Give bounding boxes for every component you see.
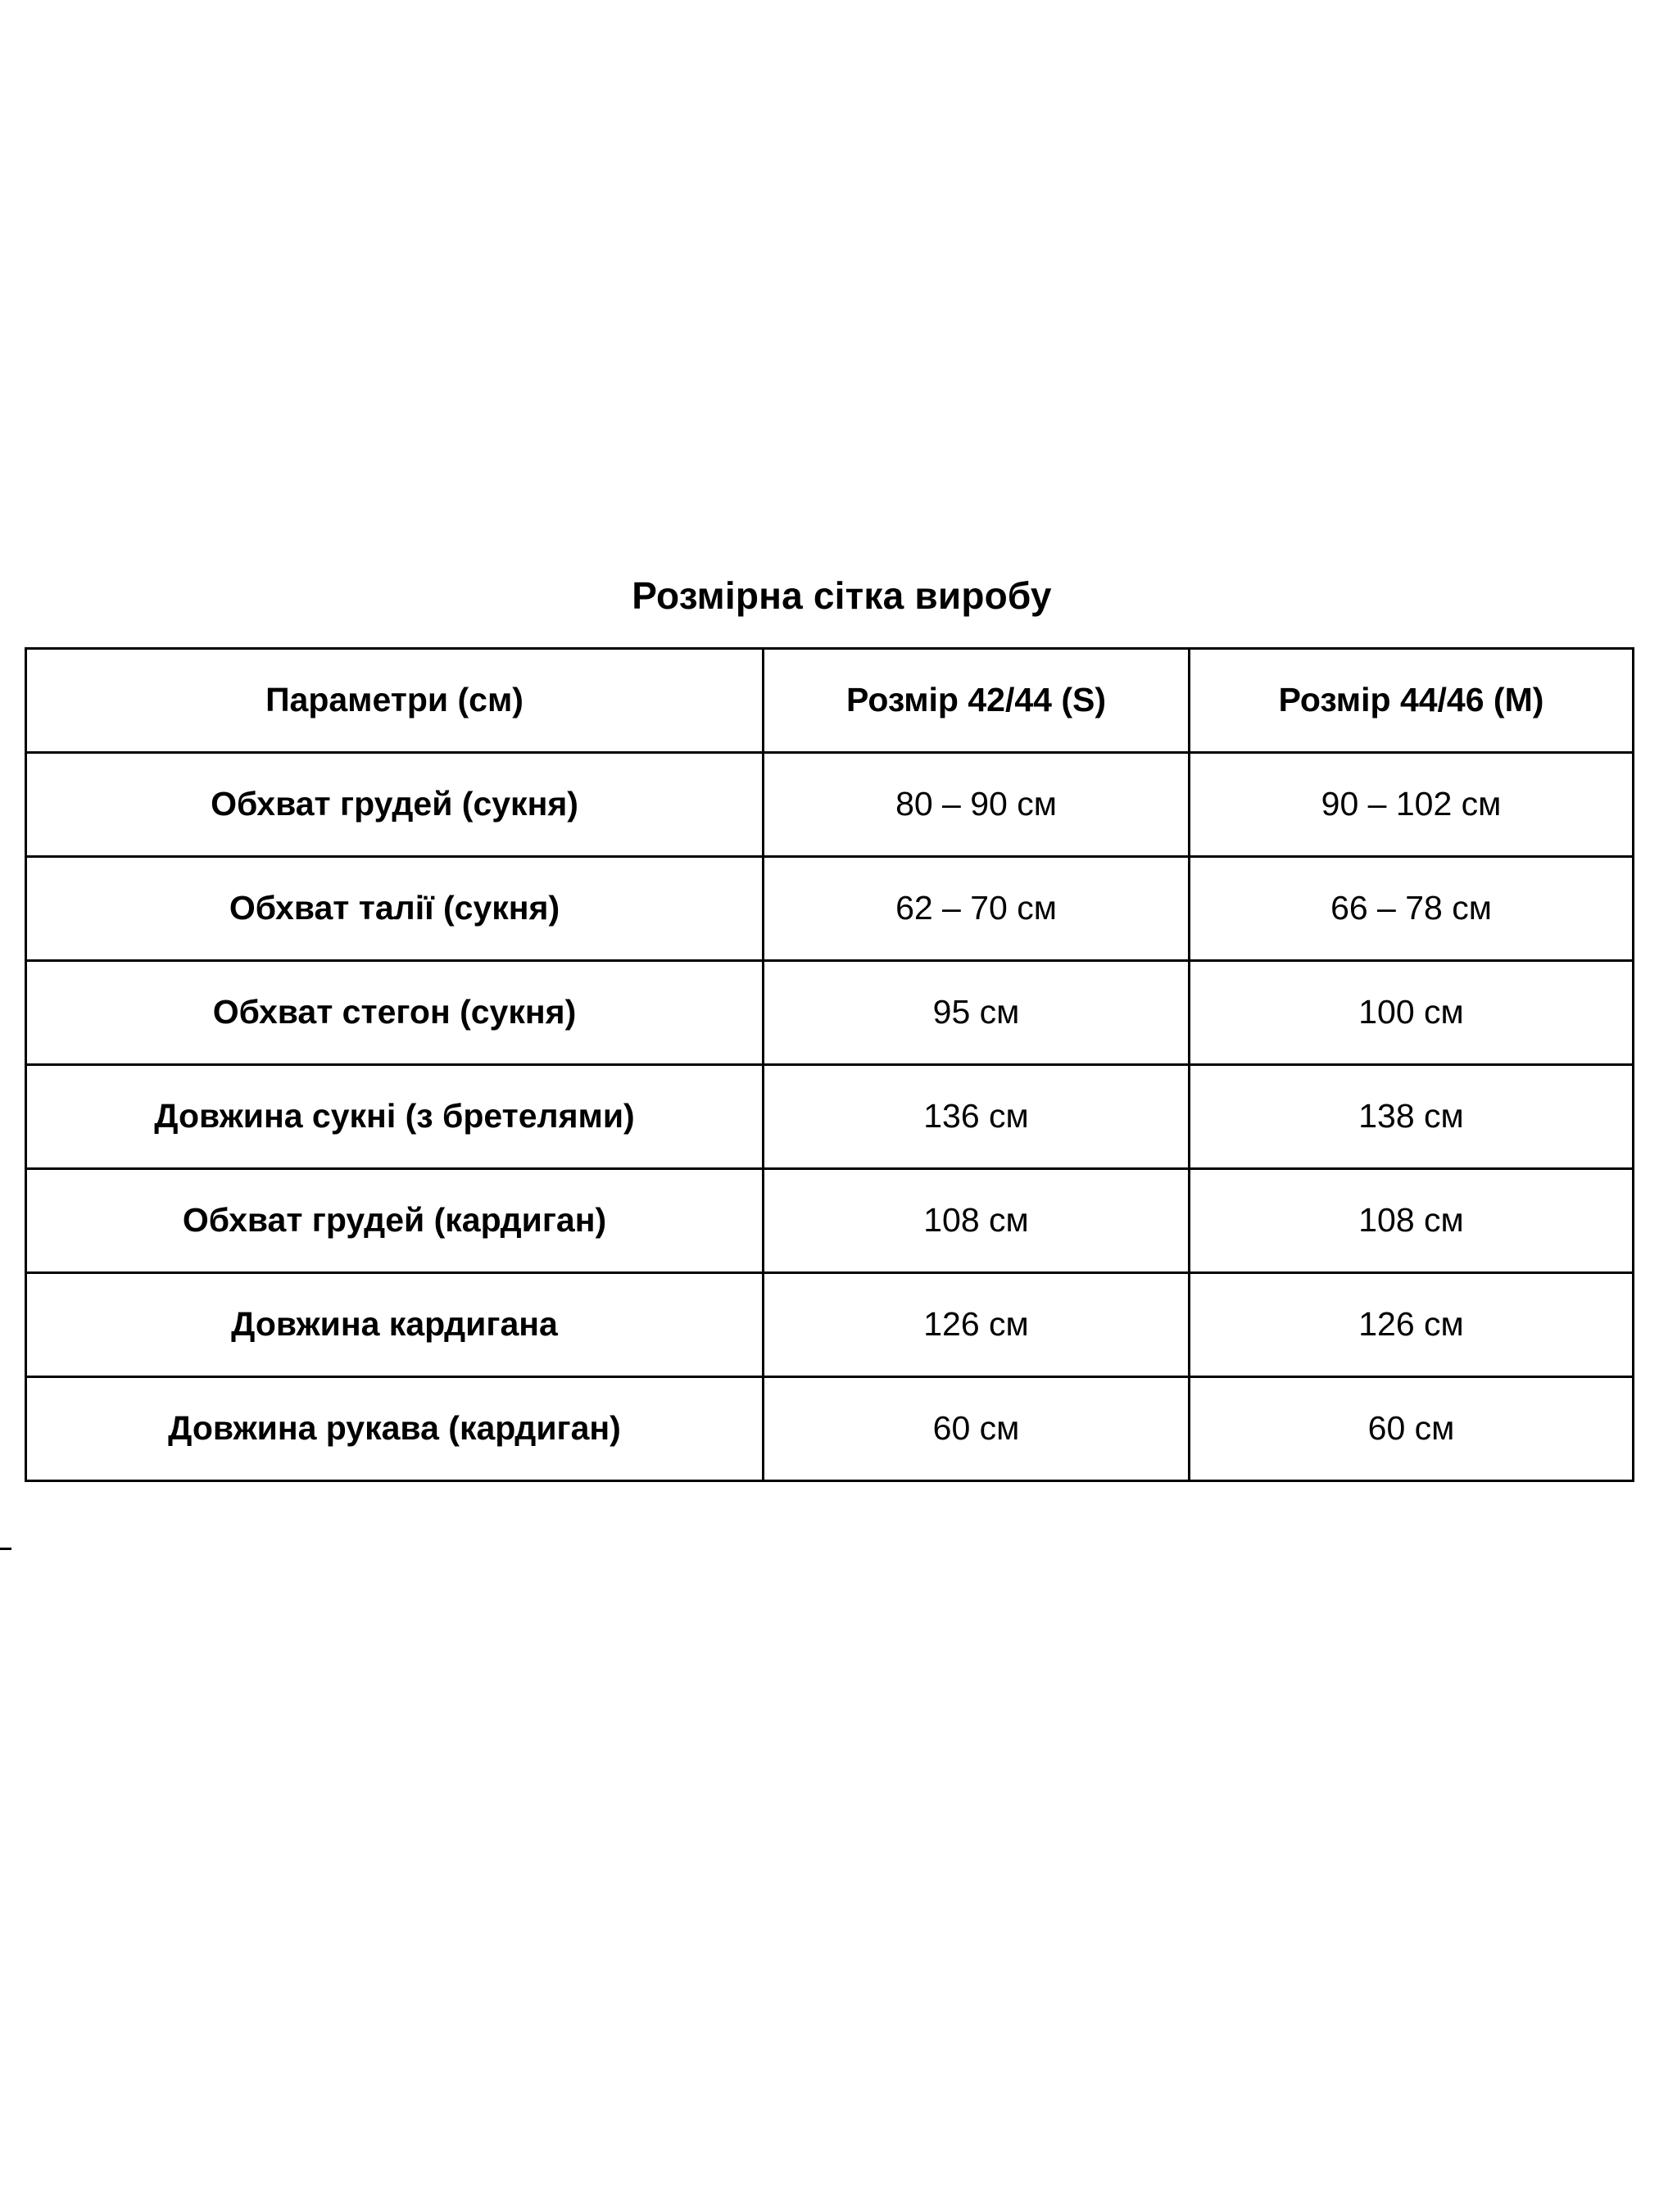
column-header-size-s: Розмір 42/44 (S) — [764, 649, 1190, 753]
column-header-parameter: Параметри (см) — [26, 649, 764, 753]
cell-parameter: Довжина кардигана — [26, 1273, 764, 1377]
cell-parameter: Довжина рукава (кардиган) — [26, 1377, 764, 1481]
cell-size-s: 108 см — [764, 1169, 1190, 1273]
cell-size-m: 108 см — [1190, 1169, 1634, 1273]
table-row — [26, 753, 1634, 857]
table-body — [26, 753, 1634, 1481]
table-row — [26, 1169, 1634, 1273]
page-edge-mark — [0, 1548, 11, 1550]
cell-parameter: Довжина сукні (з бретелями) — [26, 1065, 764, 1169]
table-row — [26, 1065, 1634, 1169]
table-row — [26, 1273, 1634, 1377]
table-row — [26, 1377, 1634, 1481]
cell-parameter: Обхват грудей (сукня) — [26, 753, 764, 857]
cell-parameter: Обхват стегон (сукня) — [26, 961, 764, 1065]
cell-size-m: 138 см — [1190, 1065, 1634, 1169]
cell-size-m: 66 – 78 см — [1190, 857, 1634, 961]
cell-size-s: 80 – 90 см — [764, 753, 1190, 857]
cell-size-s: 62 – 70 см — [764, 857, 1190, 961]
cell-size-m: 126 см — [1190, 1273, 1634, 1377]
cell-parameter: Обхват талії (сукня) — [26, 857, 764, 961]
cell-size-m: 60 см — [1190, 1377, 1634, 1481]
table-header — [26, 649, 1634, 753]
table-header-row — [26, 649, 1634, 753]
cell-size-m: 100 см — [1190, 961, 1634, 1065]
cell-parameter: Обхват грудей (кардиган) — [26, 1169, 764, 1273]
size-chart-table — [25, 647, 1634, 1482]
cell-size-s: 136 см — [764, 1065, 1190, 1169]
page-title: Розмірна сітка виробу — [632, 574, 1052, 617]
size-chart-block — [25, 573, 1634, 1482]
cell-size-s: 95 см — [764, 961, 1190, 1065]
cell-size-s: 60 см — [764, 1377, 1190, 1481]
column-header-size-m: Розмір 44/46 (M) — [1190, 649, 1634, 753]
table-row — [26, 961, 1634, 1065]
cell-size-m: 90 – 102 см — [1190, 753, 1634, 857]
table-row — [26, 857, 1634, 961]
cell-size-s: 126 см — [764, 1273, 1190, 1377]
